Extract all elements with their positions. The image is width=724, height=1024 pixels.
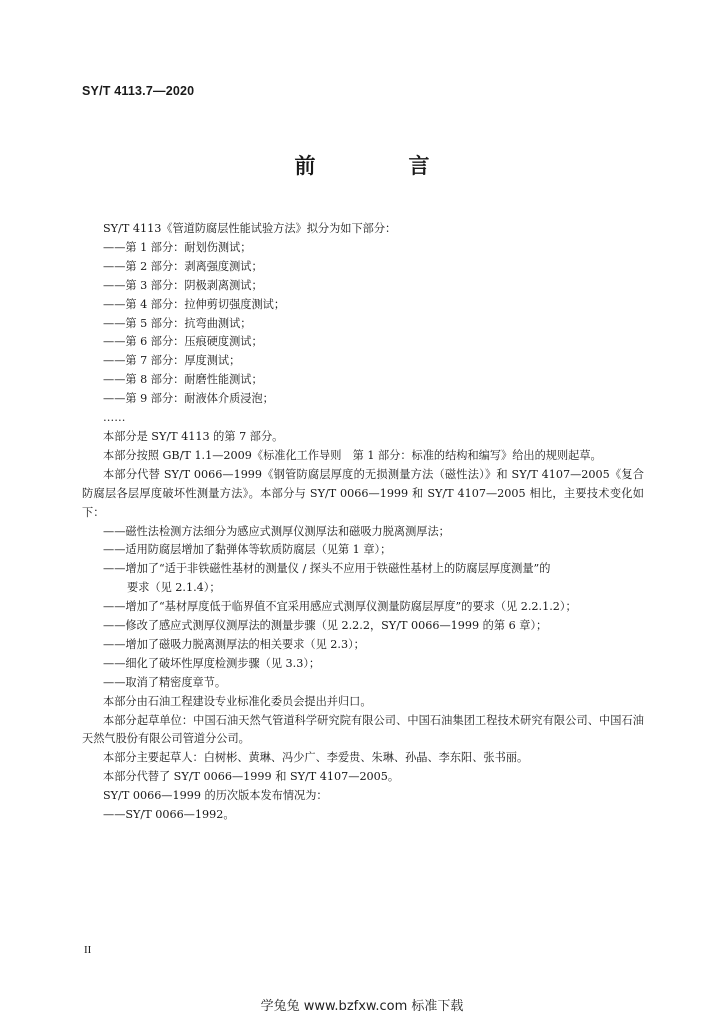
change-item: ——增加了磁吸力脱离测厚法的相关要求（见 2.3）； (103, 637, 365, 651)
list-item: ——第 1 部分：耐划伤测试； (103, 240, 252, 254)
page-title: 前 言 (294, 154, 466, 178)
change-item: ——取消了精密度章节。 (103, 675, 227, 689)
watermark-text: 学兔兔 www.bzfxw.com 标准下载 (260, 999, 464, 1014)
list-item: ——第 9 部分：耐液体介质浸泡； (103, 392, 274, 406)
page-number: II (84, 944, 92, 956)
list-item: ——第 6 部分：压痕硬度测试； (103, 335, 263, 349)
change-item: ——修改了感应式测厚仪测厚法的测量步骤（见 2.2.2，SY/T 0066—1999 的第 6 章）； (103, 619, 548, 633)
paragraph-history: SY/T 0066—1999 的历次版本发布情况为： (103, 789, 328, 803)
list-item: ——第 2 部分：剥离强度测试； (103, 259, 263, 273)
paragraph-replaced: 本部分代替了 SY/T 0066—1999 和 SY/T 4107—2005。 (103, 770, 400, 784)
change-item: ——细化了破坏性厚度检测步骤（见 3.3）； (103, 656, 321, 670)
intro-paragraph: SY/T 4113《管道防腐层性能试验方法》拟分为如下部分： (103, 222, 397, 235)
change-item-continuation: 要求（见 2.1.4）； (127, 581, 221, 595)
paragraph-replace: 本部分代替 SY/T 0066—1999《钢管防腐层厚度的无损测量方法（磁性法）》和 SY/T 4107—2005《复合防腐层各层厚度破坏性测量方法》。本部分与 SY/T 0066—1999 和 SY/T 4107—2005 相比，主要技术变化如下： (82, 467, 644, 519)
foreword-body (82, 220, 644, 825)
list-item: ——第 7 部分：厚度测试； (103, 354, 241, 368)
history-item: ——SY/T 0066—1992。 (103, 808, 235, 822)
list-item: ——第 3 部分：阴极剥离测试； (103, 278, 263, 292)
change-item: ——增加了“适于非铁磁性基材的测量仪 / 探头不应用于铁磁性基材上的防腐层厚度测量”的 (103, 562, 551, 576)
standard-code-header: SY/T 4113.7—2020 (82, 84, 195, 98)
paragraph-part: 本部分是 SY/T 4113 的第 7 部分。 (103, 429, 284, 443)
ellipsis: …… (103, 411, 126, 425)
change-item: ——磁性法检测方法细分为感应式测厚仪测厚法和磁吸力脱离测厚法； (103, 524, 450, 538)
paragraph-drafting-units: 本部分起草单位：中国石油天然气管道科学研究院有限公司、中国石油集团工程技术研究有限公司、中国石油天然气股份有限公司管道分公司。 (82, 713, 644, 746)
paragraph-proposed: 本部分由石油工程建设专业标准化委员会提出并归口。 (103, 694, 372, 708)
paragraph-rules: 本部分按照 GB/T 1.1—2009《标准化工作导则 第 1 部分：标准的结构和编写》给出的规则起草。 (103, 448, 602, 462)
list-item: ——第 8 部分：耐磨性能测试； (103, 373, 263, 387)
list-item: ——第 5 部分：抗弯曲测试； (103, 316, 252, 330)
paragraph-drafters: 本部分主要起草人：白树彬、黄琳、冯少广、李爱贵、朱琳、孙晶、李东阳、张书丽。 (103, 751, 529, 765)
change-item: ——适用防腐层增加了黏弹体等软质防腐层（见第 1 章）； (103, 543, 392, 557)
change-item: ——增加了“基材厚度低于临界值不宜采用感应式测厚仪测量防腐层厚度”的要求（见 2.2.1.2）； (103, 600, 577, 614)
list-item: ——第 4 部分：拉伸剪切强度测试； (103, 297, 286, 311)
